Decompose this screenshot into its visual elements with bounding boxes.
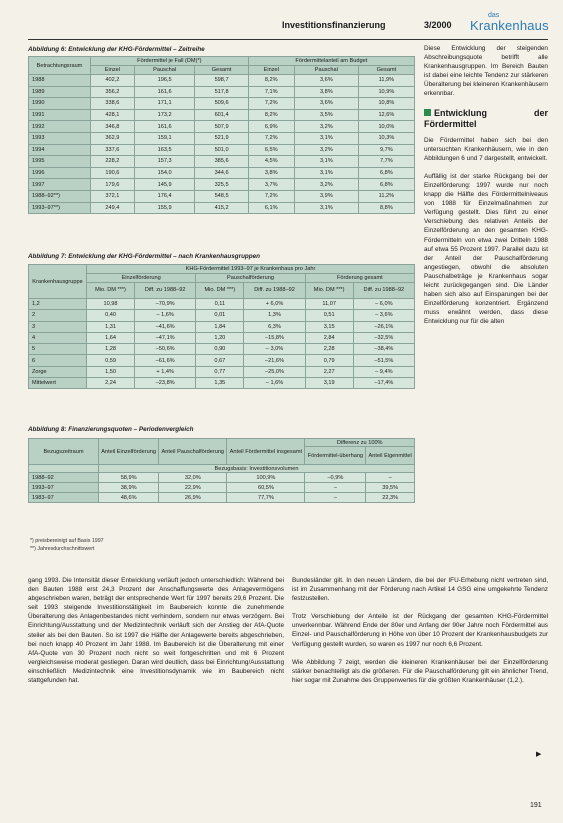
table-cell: –32,5%	[353, 332, 414, 343]
table-row	[29, 378, 415, 389]
table-cell: 0,40	[87, 310, 135, 321]
row-label: Mittelwert	[29, 378, 87, 389]
table-row	[29, 86, 415, 98]
row-label: 1995	[29, 156, 91, 168]
sub-header: Mio. DM ***)	[305, 283, 353, 299]
col-header: Pauschal	[294, 66, 358, 75]
table-cell: 3,2%	[294, 179, 358, 191]
paragraph: Bundesländer gilt. In den neuen Ländern, die bei der IFU-Erhebung nicht vertreten sind, ist im Zusammenhang mit der Förderung nach Artikel 14 GSG eine umgekehrte Tendenz festzustellen.	[292, 577, 548, 603]
sub-header: Diff. zu 1988–92	[244, 283, 305, 299]
table-cell: – 3,0%	[244, 344, 305, 355]
table-cell: 3,19	[305, 378, 353, 389]
col-header: Gesamt	[358, 66, 414, 75]
table-row	[29, 321, 415, 332]
table-row	[29, 144, 415, 156]
figure-7-caption: Abbildung 7: Entwicklung der KHG-Fördermittel – nach Krankenhausgruppen	[28, 253, 260, 260]
table-cell: 11,07	[305, 299, 353, 310]
table-cell: –23,8%	[135, 378, 196, 389]
table-cell: –51,5%	[353, 355, 414, 366]
table-cell: –38,4%	[353, 344, 414, 355]
table-row	[29, 179, 415, 191]
table-cell: 26,9%	[159, 493, 227, 503]
logo-small-text: das	[488, 12, 500, 19]
bottom-right-column	[292, 576, 548, 694]
table-row	[29, 344, 415, 355]
group-header: Pauschalförderung	[196, 274, 305, 283]
footnote: *) preisbereinigt auf Basis 1997	[30, 538, 104, 544]
table-row	[29, 75, 415, 87]
figure-6-caption: Abbildung 6: Entwicklung der KHG-Fördermittel – Zeitreihe	[28, 46, 205, 53]
table-cell: 32,0%	[159, 473, 227, 483]
table-cell: –21,6%	[244, 355, 305, 366]
table-cell: 249,4	[91, 202, 135, 214]
table-cell: 0,51	[305, 310, 353, 321]
table-row	[29, 98, 415, 110]
table-cell: 173,2	[134, 109, 195, 121]
table-cell: 7,2%	[248, 190, 294, 202]
table-cell: 3,1%	[294, 167, 358, 179]
row-label: 1997	[29, 179, 91, 191]
table-cell: 3,15	[305, 321, 353, 332]
table-cell: 155,9	[134, 202, 195, 214]
table-cell: 179,6	[91, 179, 135, 191]
table-cell: 362,9	[91, 132, 135, 144]
table-row	[29, 167, 415, 179]
row-label: 1991	[29, 109, 91, 121]
col-header: Anteil Pauschalförderung	[159, 439, 227, 465]
paragraph: Trotz Verschiebung der Anteile ist der Rückgang der gesamten KHG-Fördermittel unverkennbar. Während Ende der 80er und Anfang der 90er Jahre noch Fördermittel aus Einzel- und Pauschalförderung in Höhe von über 10 Prozent der Krankenhausbudgets zur Verfügung gestellt wurden, so waren es 1997 nur noch 6,6 Prozent.	[292, 613, 548, 648]
corner-header: Bezugszeitraum	[29, 439, 99, 465]
table-cell: 159,1	[134, 132, 195, 144]
group-header: Fördermittelanteil am Budget	[248, 57, 414, 66]
table-cell: 4,5%	[248, 156, 294, 168]
table-cell: 3,1%	[294, 156, 358, 168]
table-cell: 0,79	[305, 355, 353, 366]
table-cell: –17,4%	[353, 378, 414, 389]
paragraph: gang 1993. Die Intensität dieser Entwicklung verläuft jedoch unterschiedlich: Während bei den Bauten 1988 erst 24,3 Prozent der Anschaffungswerte des Anlagevermögens abgeschrieben waren, beträgt der entsprechende Wert für 1997 bereits 29,6 Prozent. Die seit 1993 steigende Investitionstätigkeit im Baubereich konnte die zunehmende Überalterung des Anlagenbestandes nicht verhindern, sondern nur etwas verzögern. Bei Einrichtung/Ausstattung und der Medizintechnik verläuft sich der Anstieg der AfA-Quote steiler als bei den Bauten. So ist 1997 die Hälfte der Anlagewerte bereits abgeschrieben, bei noch knapp 40 Prozent im Jahr 1988. Im Baubereich ist die Überalterung mit einer AfA-Quote von 30 Prozent noch nicht so weit fortgeschritten und mit 6 Prozent vergleichsweise moderat gestiegen. Daran wird deutlich, dass bei Einrichtung/Ausstattung einschließlich Medizintechnik eine Investitionsdynamik wie im Baubereich nicht stattgefunden hat.	[28, 577, 284, 685]
table-cell: + 6,0%	[244, 299, 305, 310]
table-cell: 10,8%	[358, 98, 414, 110]
table-cell: 0,11	[196, 299, 244, 310]
table-cell: 3,5%	[294, 109, 358, 121]
table-cell: 7,1%	[248, 86, 294, 98]
table-cell: 501,0	[195, 144, 248, 156]
table-row	[29, 493, 415, 503]
table-cell: 11,9%	[358, 75, 414, 87]
table-cell: 10,0%	[358, 121, 414, 133]
row-label: 1993–97**)	[29, 202, 91, 214]
table-cell: 3,8%	[248, 167, 294, 179]
table-cell: 372,1	[91, 190, 135, 202]
table-cell: 601,4	[195, 109, 248, 121]
table-cell: –70,9%	[135, 299, 196, 310]
table-cell: 8,8%	[358, 202, 414, 214]
col-header: Pauschal	[134, 66, 195, 75]
group-header: Einzelförderung	[87, 274, 196, 283]
table-cell: 2,28	[305, 344, 353, 355]
page-header	[28, 14, 548, 40]
table-cell: 38,9%	[99, 483, 159, 493]
table-cell: 22,3%	[366, 493, 415, 503]
table-cell: 0,01	[196, 310, 244, 321]
corner-header: Krankenhausgruppe	[29, 265, 87, 299]
table-cell: 58,9%	[99, 473, 159, 483]
row-label: 1988–92**)	[29, 190, 91, 202]
table-cell: –61,6%	[135, 355, 196, 366]
col-header: Einzel	[91, 66, 135, 75]
table-cell: 12,6%	[358, 109, 414, 121]
section-heading	[424, 108, 548, 130]
table-row	[29, 190, 415, 202]
row-label: 1990	[29, 98, 91, 110]
row-label: 1988	[29, 75, 91, 87]
row-label: 1996	[29, 167, 91, 179]
table-row	[29, 366, 415, 377]
table-row	[29, 132, 415, 144]
table-cell: 196,5	[134, 75, 195, 87]
table-cell: 3,7%	[248, 179, 294, 191]
table-cell: 0,90	[196, 344, 244, 355]
table-cell: 7,7%	[358, 156, 414, 168]
table-cell: 100,9%	[227, 473, 305, 483]
row-label: 1993	[29, 132, 91, 144]
table-cell: 1,64	[87, 332, 135, 343]
table-cell: 10,98	[87, 299, 135, 310]
table-cell: 346,8	[91, 121, 135, 133]
table-cell: 171,1	[134, 98, 195, 110]
table-row	[29, 156, 415, 168]
row-label: 1994	[29, 144, 91, 156]
table-cell: 48,6%	[99, 493, 159, 503]
bullet-square-icon	[424, 109, 431, 116]
table-cell: 356,2	[91, 86, 135, 98]
table-cell: 1,31	[87, 321, 135, 332]
table-cell: 2,27	[305, 366, 353, 377]
figure-8-caption: Abbildung 8: Finanzierungsquoten – Periodenvergleich	[28, 426, 194, 433]
table-cell: 157,3	[134, 156, 195, 168]
table-cell: 6,8%	[358, 179, 414, 191]
table-cell: – 1,6%	[244, 378, 305, 389]
table-cell: 325,5	[195, 179, 248, 191]
table-cell: 39,5%	[366, 483, 415, 493]
col-header: Fördermittel-überhang	[305, 447, 366, 465]
table-figure-6	[28, 56, 415, 214]
row-label: Zorge	[29, 366, 87, 377]
row-label: 1992	[29, 121, 91, 133]
table-cell: –47,1%	[135, 332, 196, 343]
table-cell: 154,0	[134, 167, 195, 179]
table-cell: –	[366, 473, 415, 483]
table-cell: 3,9%	[294, 190, 358, 202]
table-cell: 1,35	[196, 378, 244, 389]
table-cell: –	[305, 483, 366, 493]
table-cell: 344,6	[195, 167, 248, 179]
sub-header: Mio. DM ***)	[196, 283, 244, 299]
table-cell: – 1,6%	[135, 310, 196, 321]
table-cell: 3,2%	[294, 144, 358, 156]
table-cell: 1,50	[87, 366, 135, 377]
table-cell: 6,9%	[248, 121, 294, 133]
row-label: 2	[29, 310, 87, 321]
row-label: 1983–97	[29, 493, 99, 503]
table-cell: 0,77	[196, 366, 244, 377]
table-cell: 22,9%	[159, 483, 227, 493]
continue-arrow-icon: ▶	[536, 751, 542, 758]
table-cell: 8,2%	[248, 109, 294, 121]
sub-header: Mio. DM ***)	[87, 283, 135, 299]
sub-header: Diff. zu 1988–92	[353, 283, 414, 299]
table-row	[29, 299, 415, 310]
table-cell: – 6,0%	[353, 299, 414, 310]
row-label: 1,2	[29, 299, 87, 310]
footnote: **) Jahresdurchschnittswert	[30, 546, 95, 552]
group-header: Differenz zu 100%	[305, 439, 415, 447]
row-label: 1993–97	[29, 483, 99, 493]
col-header: Einzel	[248, 66, 294, 75]
row-label: 5	[29, 344, 87, 355]
table-cell: 3,6%	[294, 75, 358, 87]
table-cell: 163,5	[134, 144, 195, 156]
journal-logo	[470, 12, 563, 38]
logo-main-text: Krankenhaus	[470, 18, 549, 33]
table-row	[29, 109, 415, 121]
row-label: 1988–92	[29, 473, 99, 483]
paragraph: Wie Abbildung 7 zeigt, werden die kleineren Krankenhäuser bei der Einzelförderung stärker benachteiligt als die größeren. Für die Pauschalförderung gilt ein ähnlicher Trend, hier sogar mit Zunahme des Gruppenwertes für die größten Krankenhäuser (1,2.).	[292, 658, 548, 684]
issue-number: 3/2000	[424, 20, 452, 30]
corner-header: Betrachtungsraum	[29, 57, 91, 75]
heading-text: Entwicklung der Fördermittel	[424, 107, 548, 129]
table-cell: 161,6	[134, 121, 195, 133]
table-figure-7	[28, 264, 415, 389]
table-cell: 598,7	[195, 75, 248, 87]
paragraph: Diese Entwicklung der steigenden Abschreibungsquote betrifft alle Krankenhausgruppen. Im Bereich Bauten ist dabei eine leichte Tendenz zur stärkeren Überalterung bei kleineren Krankenhäusern erkennbar.	[424, 45, 548, 98]
table-cell: 517,8	[195, 86, 248, 98]
table-cell: 2,84	[305, 332, 353, 343]
bottom-left-column	[28, 576, 284, 694]
col-header: Anteil Einzelförderung	[99, 439, 159, 465]
table-cell: –15,8%	[244, 332, 305, 343]
table-cell: 337,6	[91, 144, 135, 156]
table-cell: 228,2	[91, 156, 135, 168]
right-column	[424, 44, 548, 335]
table-row	[29, 310, 415, 321]
table-row	[29, 121, 415, 133]
table-cell: –41,6%	[135, 321, 196, 332]
table-cell: 6,3%	[244, 321, 305, 332]
table-cell: 190,6	[91, 167, 135, 179]
table-cell: 1,28	[87, 344, 135, 355]
table-cell: 3,2%	[294, 121, 358, 133]
table-cell: – 9,4%	[353, 366, 414, 377]
row-label: 3	[29, 321, 87, 332]
table-cell: 6,1%	[248, 202, 294, 214]
table-cell: 548,5	[195, 190, 248, 202]
table-row	[29, 483, 415, 493]
table-cell: 77,7%	[227, 493, 305, 503]
table-cell: 10,3%	[358, 132, 414, 144]
table-cell: 1,20	[196, 332, 244, 343]
col-header: Gesamt	[195, 66, 248, 75]
table-cell: 509,6	[195, 98, 248, 110]
table-cell: 3,6%	[294, 98, 358, 110]
table-cell: 11,2%	[358, 190, 414, 202]
table-cell: 176,4	[134, 190, 195, 202]
row-label: 1989	[29, 86, 91, 98]
row-label: 6	[29, 355, 87, 366]
table-cell: 521,9	[195, 132, 248, 144]
table-figure-8	[28, 438, 415, 503]
table-row	[29, 332, 415, 343]
table-row	[29, 355, 415, 366]
table-cell: –0,9%	[305, 473, 366, 483]
table-cell: –26,1%	[353, 321, 414, 332]
table-cell: 145,9	[134, 179, 195, 191]
table-cell: 0,59	[87, 355, 135, 366]
running-title: Investitionsfinanzierung	[282, 20, 386, 30]
table-cell: 338,6	[91, 98, 135, 110]
table-cell: 385,6	[195, 156, 248, 168]
group-header: Förderung gesamt	[305, 274, 414, 283]
paragraph: Die Fördermittel haben sich bei den untersuchten Krankenhäusern, wie in den Abbildungen 6 und 7 dargestellt, entwickelt.	[424, 136, 548, 162]
table-cell: 9,7%	[358, 144, 414, 156]
table-cell: 6,5%	[248, 144, 294, 156]
table-cell: 3,8%	[294, 86, 358, 98]
table-cell: + 1,4%	[135, 366, 196, 377]
table-cell: 428,1	[91, 109, 135, 121]
table-cell: 1,84	[196, 321, 244, 332]
top-header: KHG-Fördermittel 1993–97 je Krankenhaus pro Jahr	[87, 265, 415, 274]
table-cell: 7,2%	[248, 98, 294, 110]
table-row	[29, 473, 415, 483]
table-cell: –	[305, 493, 366, 503]
table-row	[29, 202, 415, 214]
page-number: 191	[530, 802, 542, 809]
table-cell: 3,1%	[294, 202, 358, 214]
table-cell: 0,67	[196, 355, 244, 366]
table-cell: 7,2%	[248, 132, 294, 144]
col-header: Anteil Eigenmittel	[366, 447, 415, 465]
table-cell: 507,9	[195, 121, 248, 133]
table-cell: 6,8%	[358, 167, 414, 179]
table-cell: 2,24	[87, 378, 135, 389]
table-cell: 60,5%	[227, 483, 305, 493]
table-cell: 8,2%	[248, 75, 294, 87]
table-cell: – 3,6%	[353, 310, 414, 321]
table-cell: 415,2	[195, 202, 248, 214]
table-cell: 1,3%	[244, 310, 305, 321]
table-cell: 3,1%	[294, 132, 358, 144]
paragraph: Auffällig ist der starke Rückgang bei der Einzelförderung: 1997 wurde nur noch knapp die Hälfte des Fördermittelniveaus von 1988 für Einzelmaßnahmen zur Verfügung gestellt. Dies führt zu einer Verschiebung des relativen Anteils der Einzelförderung an den gesamten KHG-Fördermitteln von etwa zwei Dritteln 1988 auf etwa 55 Prozent 1997. Parallel dazu ist der Anteil der Pauschalförderung angestiegen, obwohl die absoluten Pauschalbeträge je Krankenhaus sogar leicht zurückgegangen sind. Die Länder haben sich also auf Einsparungen bei der Einzelförderung konzentriert. Ergänzend muss erwähnt werden, dass diese Entwicklung nur für die alten	[424, 172, 548, 326]
table-cell: 10,9%	[358, 86, 414, 98]
sub-header: Diff. zu 1988–92	[135, 283, 196, 299]
table-cell: –25,0%	[244, 366, 305, 377]
table-cell: 161,6	[134, 86, 195, 98]
col-header: Anteil Fördermittel insgesamt	[227, 439, 305, 465]
table-cell: 402,2	[91, 75, 135, 87]
basis-row: Bezugsbasis: Investitionsvolumen	[99, 465, 415, 473]
table-cell: –50,6%	[135, 344, 196, 355]
group-header: Fördermittel je Fall (DM)*)	[91, 57, 249, 66]
row-label: 4	[29, 332, 87, 343]
